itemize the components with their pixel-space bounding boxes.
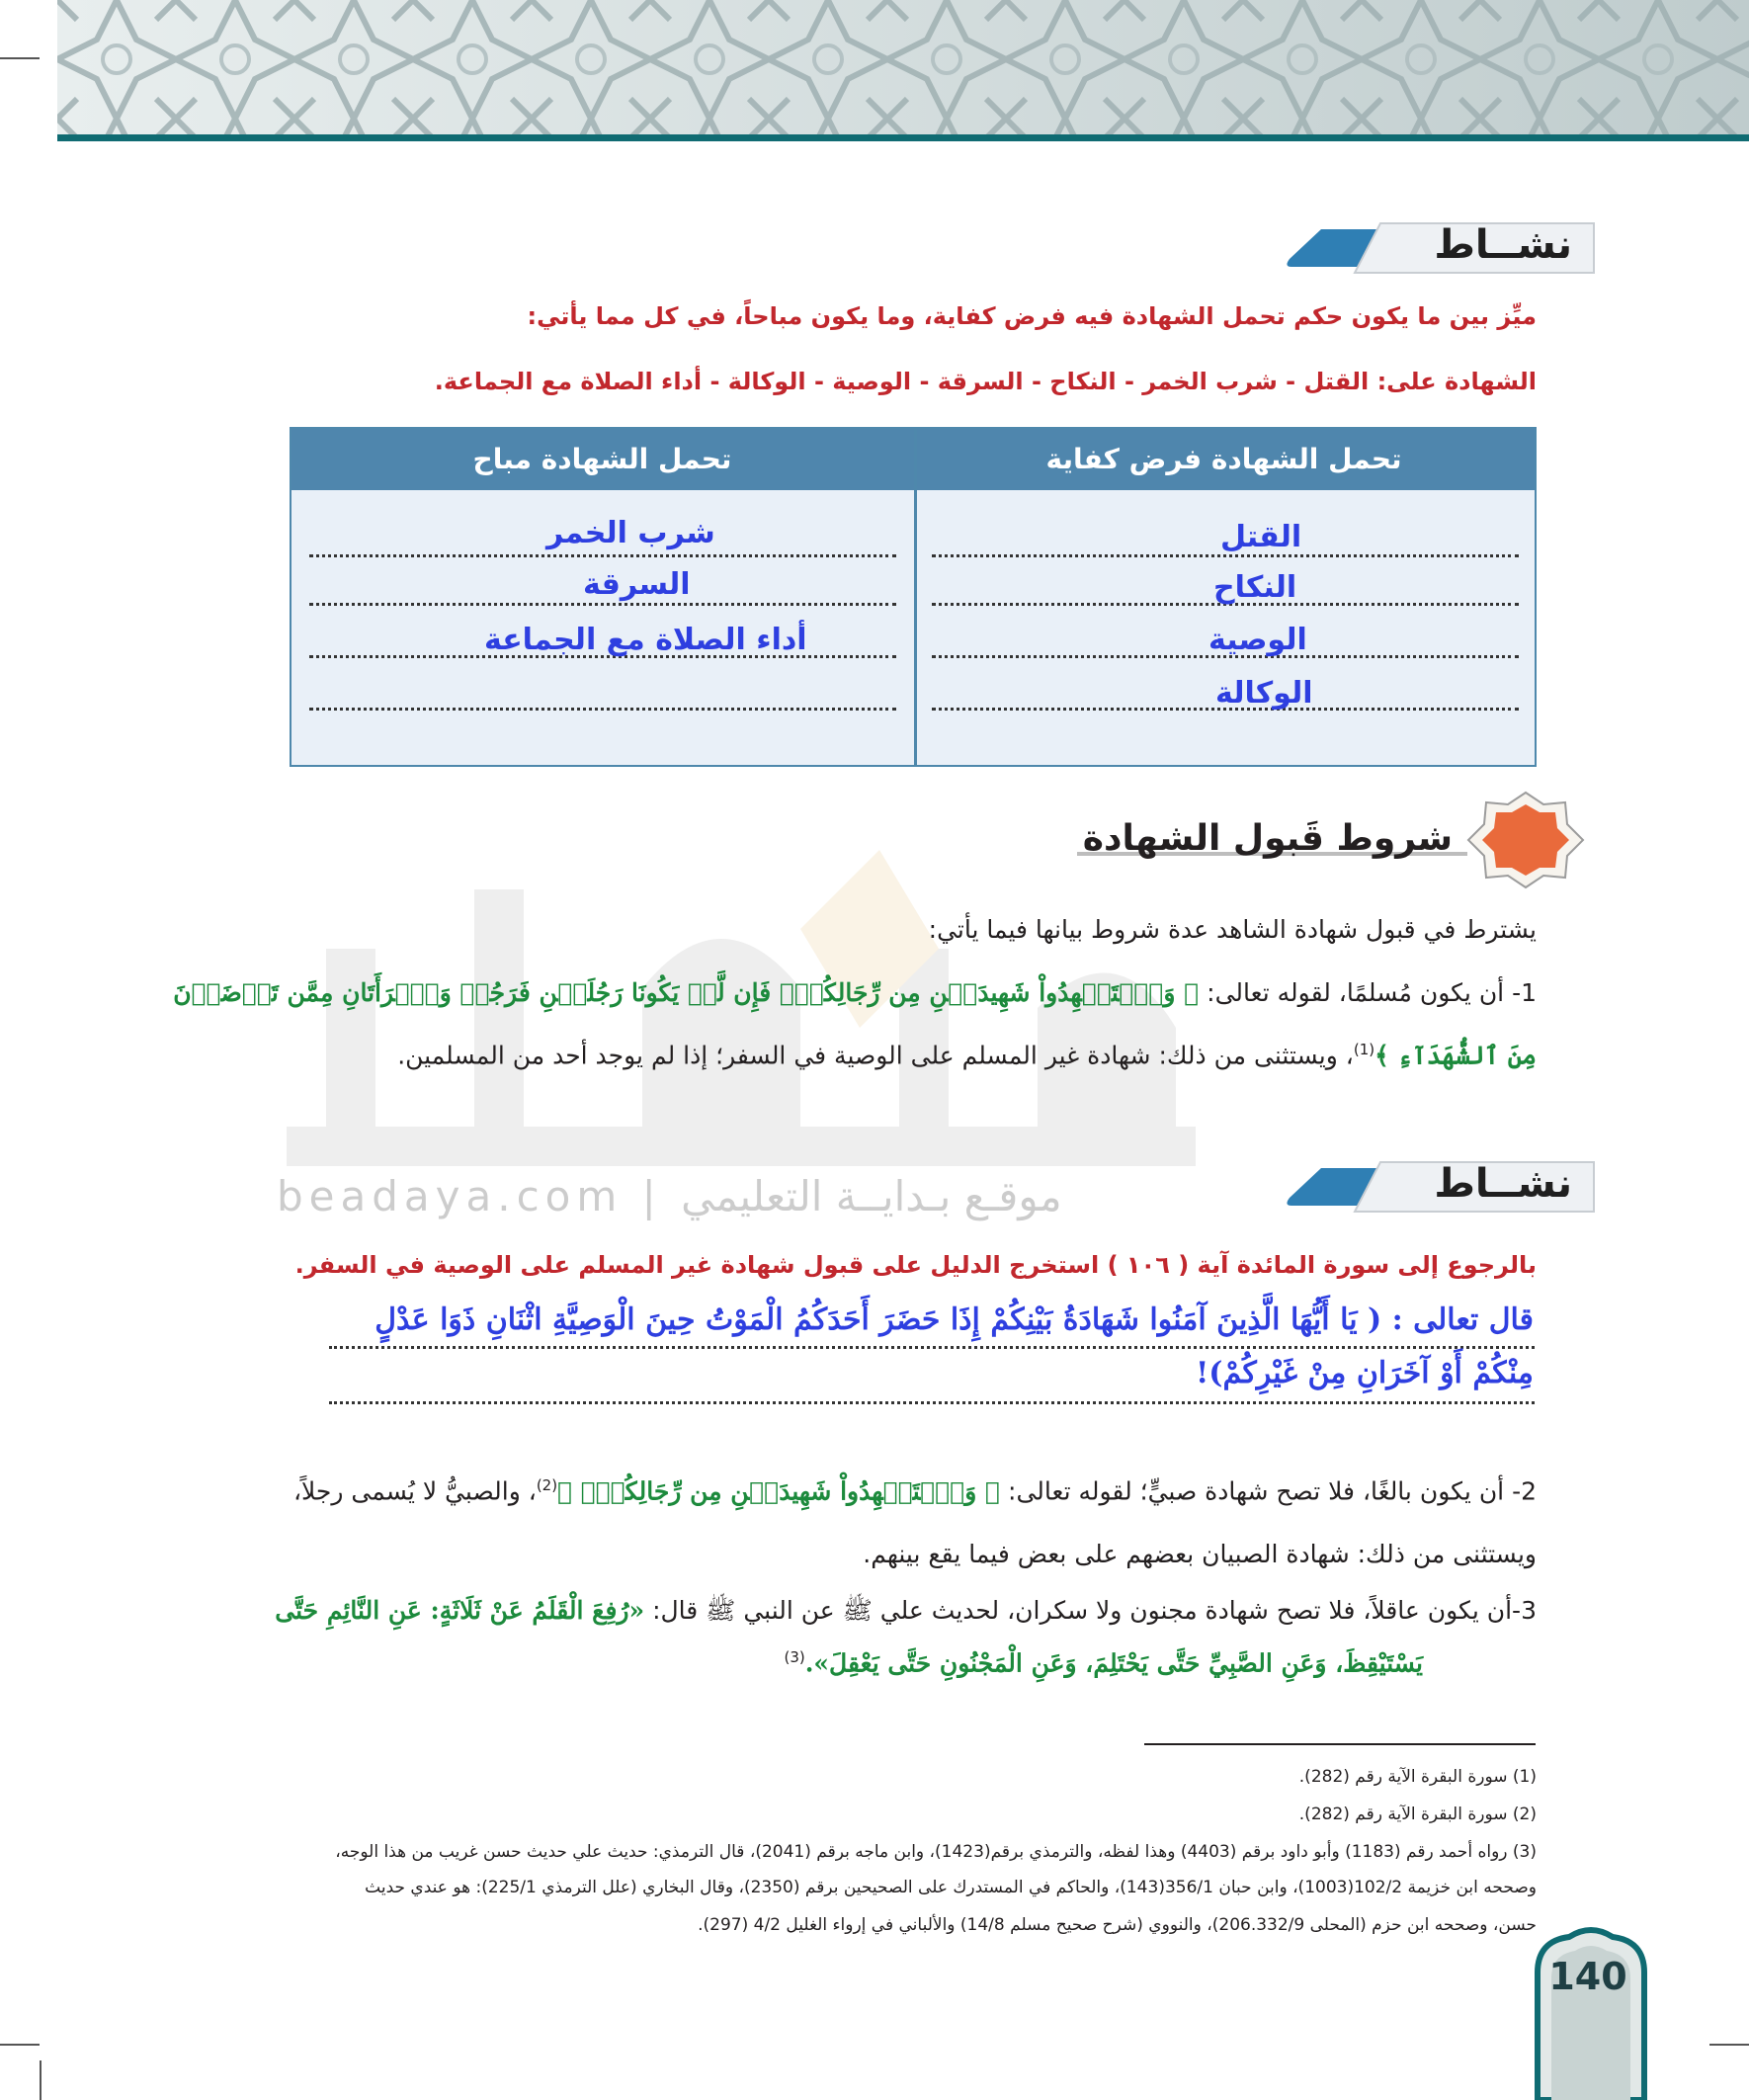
answer-line xyxy=(932,554,1519,557)
footnote-3: (3) رواه أحمد رقم (1183) وأبو داود برقم (4403) وهذا لفظه، والترمذي برقم(1423)، وابن ماجه برقم (2041)، قال الترمذي: حديث علي حديث حسن غريب من هذا الوجه، xyxy=(335,1842,1537,1862)
conditions-intro: يشترط في قبول شهادة الشاهد عدة شروط بيانها فيما يأتي: xyxy=(928,915,1537,944)
footnote-3-cont: حسن، وصححه ابن حزم (المحلى 206.332/9)، والنووي (شرح صحيح مسلم 14/8) والألباني في إرواء الغليل 4/2 (297). xyxy=(698,1915,1537,1935)
condition-2-rest: ، والصبيُّ لا يُسمى رجلاً، xyxy=(292,1476,537,1506)
answer-mubah: السرقة xyxy=(583,567,691,602)
watermark-logo xyxy=(247,830,1235,1225)
condition-3-prefix: 3-أن يكون عاقلاً، فلا تصح شهادة مجنون ولا سكران، لحديث علي ﷺ عن النبي ﷺ قال: xyxy=(652,1596,1537,1625)
condition-2-exception: ويستثنى من ذلك: شهادة الصبيان بعضهم على بعض فيما يقع بينهم. xyxy=(863,1540,1537,1568)
column-divider xyxy=(914,429,917,765)
condition-1-cont xyxy=(397,1041,1537,1069)
answer-line xyxy=(309,554,896,557)
watermark-url: beadaya.com | موقـع بـدايــة التعليمي xyxy=(277,1172,1062,1220)
activity-tab-label: نشــاط xyxy=(1434,222,1572,268)
answer-kifaya: الوكالة xyxy=(1215,676,1313,711)
footnote-1: (1) سورة البقرة الآية رقم (282). xyxy=(1298,1767,1537,1787)
activity-instruction: بالرجوع إلى سورة المائدة آية ( ١٠٦ ) استخرج الدليل على قبول شهادة غير المسلم على الوصية في السفر. xyxy=(294,1251,1537,1279)
answer-mubah: شرب الخمر xyxy=(546,516,715,550)
activity-answer-line: مِنْكُمْ أَوْ آخَرَانِ مِنْ غَيْرِكُمْ)! xyxy=(1196,1356,1534,1390)
header-rule xyxy=(57,134,1749,141)
condition-3 xyxy=(275,1595,1537,1632)
table-header xyxy=(292,429,1535,490)
condition-2-prefix: 2- أن يكون بالغًا، فلا تصح شهادة صبيٍّ؛ لقوله تعالى: xyxy=(1008,1476,1537,1506)
footnote-2: (2) سورة البقرة الآية رقم (282). xyxy=(1298,1805,1537,1824)
answer-line xyxy=(329,1401,1535,1404)
crop-mark xyxy=(0,57,40,59)
page-number-badge xyxy=(1530,1923,1652,2100)
activity-list: الشهادة على: القتل - شرب الخمر - النكاح - السرقة - الوصية - الوكالة - أداء الصلاة مع الجماعة. xyxy=(434,368,1537,395)
answer-kifaya: القتل xyxy=(1220,520,1302,554)
condition-1-verse: ﴿ وَٱسۡتَشۡهِدُواْ شَهِيدَيۡنِ مِن رِّجَالِكُمۡۖ فَإِن لَّمۡ يَكُونَا رَجُلَيۡنِ فَرَجُلٞ وَٱمۡرَأَتَانِ مِمَّن تَرۡضَوۡنَ xyxy=(173,978,1200,1007)
condition-3-cont xyxy=(784,1648,1423,1677)
condition-3-hadith: «رُفِعَ الْقَلَمُ عَنْ ثَلَاثَةٍ: عَنِ النَّائِمِ حَتَّى xyxy=(275,1596,645,1625)
activity-tab xyxy=(1282,1158,1598,1216)
activity-instruction: ميِّز بين ما يكون حكم تحمل الشهادة فيه فرض كفاية، وما يكون مباحاً، في كل مما يأتي: xyxy=(527,302,1537,330)
activity-answer-line: قال تعالى : ( يَا أَيُّهَا الَّذِينَ آمَنُوا شَهَادَةُ بَيْنِكُمْ إِذَا حَضَرَ أَحَدَكُمُ الْمَوْتُ حِينَ الْوَصِيَّةِ اثْنَانِ ذَوَا عَدْلٍ xyxy=(375,1302,1534,1337)
page-number: 140 xyxy=(1548,1955,1627,1998)
column-header-mubah: تحمل الشهادة مباح xyxy=(472,443,732,475)
condition-1-verse-end: مِنَ ٱلشُّهَدَآءِ ﴾ xyxy=(1374,1041,1537,1070)
crop-mark xyxy=(0,2044,40,2046)
activity-tab xyxy=(1282,219,1598,277)
crop-mark xyxy=(1709,2044,1749,2046)
section-star-icon xyxy=(1464,791,1588,889)
condition-2 xyxy=(293,1476,1537,1505)
answer-mubah: أداء الصلاة مع الجماعة xyxy=(484,623,807,657)
footnote-ref: (2) xyxy=(536,1476,558,1494)
section-title: شروط قَبول الشهادة xyxy=(1082,818,1453,859)
activity-tab-label: نشــاط xyxy=(1434,1161,1572,1207)
condition-1 xyxy=(173,978,1537,1007)
header-pattern xyxy=(57,0,1749,138)
answer-line xyxy=(309,603,896,606)
footnote-ref: (3) xyxy=(784,1648,805,1666)
condition-1-prefix: 1- أن يكون مُسلمًا، لقوله تعالى: xyxy=(1207,978,1537,1007)
condition-3-hadith-end: يَسْتَيْقِظَ، وَعَنِ الصَّبِيِّ حَتَّى يَحْتَلِمَ، وَعَنِ الْمَجْنُونِ حَتَّى يَعْقِلَ». xyxy=(804,1648,1423,1678)
footnote-rule xyxy=(1144,1743,1536,1745)
column-header-kifaya: تحمل الشهادة فرض كفاية xyxy=(1045,443,1402,475)
answer-kifaya: الوصية xyxy=(1208,623,1307,657)
footnote-3-cont: وصححه ابن خزيمة 102/2(1003)، وابن حبان 356/1(143)، والحاكم في المستدرك على الصحيحين برقم (2350)، وقال البخاري (علل الترمذي 225/1): هو عندي حديث xyxy=(365,1878,1537,1897)
crop-mark xyxy=(40,2060,42,2100)
classification-table xyxy=(290,427,1537,767)
answer-kifaya: النكاح xyxy=(1213,570,1297,605)
condition-2-verse: ﴿ وَٱسۡتَشۡهِدُواْ شَهِيدَيۡنِ مِن رِّجَالِكُمۡۖ ﴾ xyxy=(557,1476,1001,1506)
footnote-ref: (1) xyxy=(1353,1041,1375,1058)
answer-line xyxy=(329,1346,1535,1349)
answer-line xyxy=(309,708,896,711)
condition-1-exception: ، ويستثنى من ذلك: شهادة غير المسلم على الوصية في السفر؛ إذا لم يوجد أحد من المسلمين. xyxy=(397,1041,1354,1070)
